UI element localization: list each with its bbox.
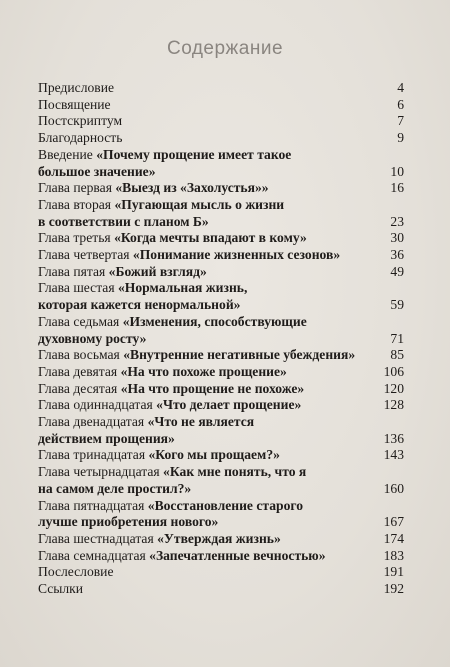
toc-page-number: 183 — [383, 547, 404, 563]
toc-page-number: 120 — [383, 380, 404, 396]
toc-entry-chapter-title: «Что делает прощение» — [156, 397, 302, 413]
table-of-contents — [38, 80, 404, 598]
toc-entry-chapter-title: «Понимание жизненных сезонов» — [132, 247, 341, 263]
toc-page-number: 4 — [397, 80, 404, 95]
toc-entry-label: Глава вторая — [38, 196, 115, 212]
toc-entry-label: Постскриптум — [38, 113, 123, 129]
toc-entry — [38, 180, 404, 197]
toc-page-number: 136 — [383, 430, 404, 446]
toc-page-number: 191 — [383, 564, 404, 580]
toc-entry — [38, 280, 404, 313]
toc-entry-chapter-title: «Запечатленные вечностью» — [149, 547, 326, 563]
toc-entry-chapter-title: «Кого мы прощаем?» — [148, 447, 280, 463]
toc-entry-label: Предисловие — [38, 80, 115, 95]
toc-entry-line — [38, 481, 404, 498]
toc-entry-line — [38, 431, 404, 448]
toc-entry-line — [38, 397, 404, 414]
toc-entry-line — [38, 581, 404, 598]
toc-page-number: 192 — [383, 581, 404, 597]
toc-entry-line — [38, 247, 404, 264]
toc-entry — [38, 97, 404, 114]
toc-entry-chapter-title: «Внутренние негативные убеждения» — [123, 347, 356, 363]
toc-entry-chapter-title: лучше приобретения нового» — [38, 514, 219, 530]
toc-entry-line — [38, 514, 404, 531]
toc-page-number: 106 — [383, 363, 404, 379]
toc-entry-chapter-title: «Утверждая жизнь» — [157, 530, 281, 546]
toc-entry — [38, 564, 404, 581]
toc-entry — [38, 197, 404, 230]
toc-entry — [38, 414, 404, 447]
toc-entry-label: Глава тринадцатая — [38, 447, 149, 463]
toc-entry-label: Глава первая — [38, 180, 116, 196]
toc-entry — [38, 464, 404, 497]
toc-entry — [38, 381, 404, 398]
toc-entry-line — [38, 364, 404, 381]
toc-entry-line — [38, 147, 404, 164]
toc-entry — [38, 314, 404, 347]
toc-entry-label: Глава шестая — [38, 280, 118, 296]
toc-entry-line — [38, 214, 404, 231]
toc-entry-label: Послесловие — [38, 564, 114, 580]
toc-entry — [38, 347, 404, 364]
toc-entry-line — [38, 113, 404, 130]
toc-entry — [38, 397, 404, 414]
toc-entry-label: Глава восьмая — [38, 347, 124, 363]
toc-entry-line — [38, 197, 404, 214]
toc-page-number: 23 — [390, 213, 404, 229]
toc-entry-label: Глава пятая — [38, 263, 109, 279]
toc-entry-chapter-title: на самом деле простил?» — [38, 480, 192, 496]
toc-entry-line — [38, 414, 404, 431]
toc-page-number: 59 — [390, 297, 404, 313]
toc-entry-label: Глава четвертая — [38, 247, 133, 263]
toc-entry-line — [38, 180, 404, 197]
toc-entry — [38, 581, 404, 598]
toc-entry-line — [38, 447, 404, 464]
toc-entry-label: Ссылки — [38, 581, 84, 597]
toc-entry — [38, 247, 404, 264]
toc-entry-chapter-title: «На что похоже прощение» — [120, 363, 287, 379]
toc-entry — [38, 548, 404, 565]
toc-entry-chapter-title: духовному росту» — [38, 330, 147, 346]
toc-entry-chapter-title: «Когда мечты впадают в кому» — [114, 230, 307, 246]
toc-page-number: 85 — [390, 347, 404, 363]
toc-page-number: 16 — [390, 180, 404, 196]
toc-entry-line — [38, 331, 404, 348]
toc-page-number: 6 — [397, 96, 404, 112]
toc-entry-label: Глава шестнадцатая — [38, 530, 158, 546]
toc-entry — [38, 147, 404, 180]
toc-entry-chapter-title: большое значение» — [38, 163, 156, 179]
toc-entry-line — [38, 164, 404, 181]
toc-entry-chapter-title: «Что не является — [147, 414, 255, 430]
toc-entry — [38, 447, 404, 464]
toc-entry — [38, 230, 404, 247]
toc-entry — [38, 264, 404, 281]
toc-entry-chapter-title: «Выезд из «Захолустья»» — [115, 180, 269, 196]
toc-entry-label: Глава девятая — [38, 363, 121, 379]
toc-entry-chapter-title: действием прощения» — [38, 430, 175, 446]
toc-entry-line — [38, 280, 404, 297]
toc-entry-line — [38, 314, 404, 331]
toc-page-number: 7 — [397, 113, 404, 129]
toc-entry-chapter-title: «Изменения, способствующие — [122, 313, 307, 329]
toc-entry-label: Глава десятая — [38, 380, 121, 396]
toc-entry-line — [38, 130, 404, 147]
toc-entry-label: Введение — [38, 146, 97, 162]
toc-page-number: 71 — [390, 330, 404, 346]
toc-entry-chapter-title: «Божий взгляд» — [108, 263, 207, 279]
toc-entry-line — [38, 230, 404, 247]
toc-entry-label: Глава одиннадцатая — [38, 397, 157, 413]
toc-entry-line — [38, 297, 404, 314]
toc-entry-chapter-title: которая кажется ненормальной» — [38, 297, 241, 313]
toc-page-number: 160 — [383, 480, 404, 496]
toc-entry-line — [38, 264, 404, 281]
toc-page-number: 174 — [383, 530, 404, 546]
toc-entry-line — [38, 498, 404, 515]
toc-entry-line — [38, 347, 404, 364]
toc-entry-line — [38, 548, 404, 565]
toc-page-number: 128 — [383, 397, 404, 413]
toc-entry-line — [38, 464, 404, 481]
toc-entry-line — [38, 381, 404, 398]
toc-entry-line — [38, 97, 404, 114]
toc-entry — [38, 130, 404, 147]
toc-entry-label: Благодарность — [38, 130, 123, 146]
toc-entry-chapter-title: «Пугающая мысль о жизни — [114, 196, 285, 212]
toc-page-number: 10 — [390, 163, 404, 179]
toc-entry-chapter-title: «Почему прощение имеет такое — [96, 146, 292, 162]
toc-page-number: 30 — [390, 230, 404, 246]
toc-entry-label: Глава семнадцатая — [38, 547, 150, 563]
toc-entry — [38, 531, 404, 548]
toc-entry-chapter-title: «Восстановление старого — [147, 497, 304, 513]
toc-entry-label: Посвящение — [38, 96, 111, 112]
toc-entry-line — [38, 80, 404, 97]
toc-entry-line — [38, 531, 404, 548]
toc-entry — [38, 113, 404, 130]
toc-entry — [38, 80, 404, 97]
page-title: Содержание — [166, 38, 284, 59]
toc-entry-label: Глава четырнадцатая — [38, 464, 164, 480]
toc-entry-chapter-title: «Нормальная жизнь, — [118, 280, 248, 296]
toc-entry — [38, 498, 404, 531]
toc-entry-label: Глава пятнадцатая — [38, 497, 148, 513]
toc-page-number: 143 — [383, 447, 404, 463]
toc-page-number: 49 — [390, 263, 404, 279]
toc-entry-label: Глава третья — [38, 230, 115, 246]
toc-page-number: 36 — [390, 247, 404, 263]
toc-entry — [38, 364, 404, 381]
toc-page-number: 9 — [397, 130, 404, 146]
toc-entry-chapter-title: «На что прощение не похоже» — [120, 380, 305, 396]
toc-page-number: 167 — [383, 514, 404, 530]
toc-entry-label: Глава двенадцатая — [38, 414, 148, 430]
toc-entry-label: Глава седьмая — [38, 313, 123, 329]
toc-entry-chapter-title: «Как мне понять, что я — [163, 464, 307, 480]
toc-entry-chapter-title: в соответствии с планом Б» — [38, 213, 209, 229]
toc-entry-line — [38, 564, 404, 581]
